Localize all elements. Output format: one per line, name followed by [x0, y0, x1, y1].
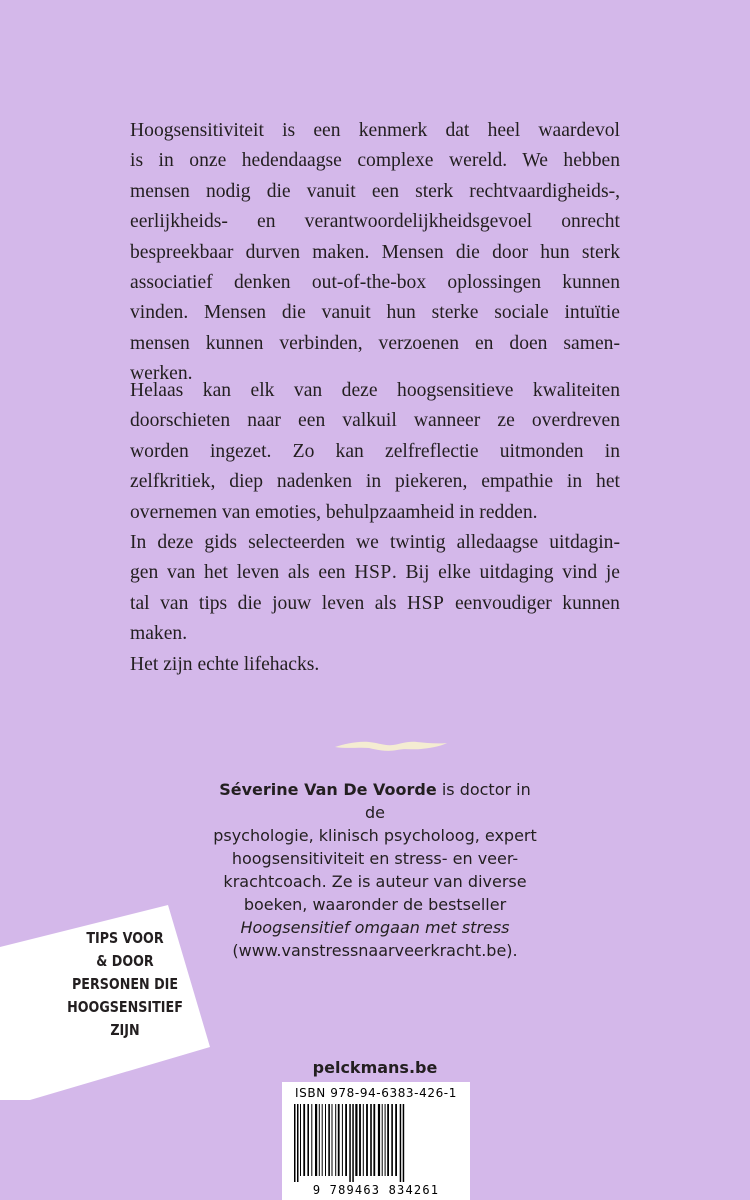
- barcode-bar: [342, 1104, 343, 1176]
- author-name: Séverine Van De Voorde: [219, 780, 437, 799]
- hsp-abbreviation: HSP: [407, 592, 445, 614]
- author-bio: [210, 778, 540, 962]
- barcode-bar: [385, 1104, 386, 1176]
- bio-line: [210, 778, 540, 824]
- blurb-line: In deze gids selecteerden we twintig alledaagse uitdagin-: [130, 532, 620, 554]
- barcode-bar: [300, 1104, 301, 1176]
- barcode-bar: [373, 1104, 375, 1176]
- blurb-text: tal van tips die jouw leven als: [130, 592, 397, 614]
- barcode-bar: [319, 1104, 320, 1176]
- blurb-line: bespreekbaar durven maken. Mensen die door hun sterk: [130, 241, 620, 263]
- blurb-line: Hoogsensitiviteit is een kenmerk dat heel waardevol: [130, 120, 620, 141]
- blurb-line: [130, 558, 620, 588]
- blurb-text: . Bij elke uitdaging vind je: [391, 562, 620, 584]
- barcode-bar: [349, 1104, 351, 1182]
- barcode-bar: [352, 1104, 354, 1182]
- barcode-bar: [359, 1104, 361, 1176]
- blurb-line: Helaas kan elk van deze hoogsensitieve kwaliteiten: [130, 380, 620, 401]
- blurb-text: gen van het leven als een: [130, 562, 346, 584]
- blurb-line: eerlijkheids- en verantwoordelijkheidsgevoel onrecht: [130, 211, 620, 233]
- bio-line: krachtcoach. Ze is auteur van diverse: [223, 872, 527, 891]
- badge-text: [64, 927, 187, 1042]
- author-website: (www.vanstressnaarveerkracht.be).: [232, 941, 518, 960]
- barcode-bars: [290, 1104, 462, 1182]
- barcode-bar: [315, 1104, 317, 1176]
- barcode-bar: [378, 1104, 380, 1176]
- badge-line: PERSONEN DIE: [71, 975, 179, 993]
- blurb-paragraph-1: [130, 116, 620, 390]
- barcode-bar: [370, 1104, 372, 1176]
- blurb-line: werken.: [130, 363, 193, 385]
- blurb-line: is in onze hedendaagse complexe wereld. We hebben: [130, 150, 620, 172]
- bio-line: [210, 916, 540, 939]
- barcode-digits: 9 789463 834261: [312, 1183, 440, 1197]
- blurb-line: associatief denken out-of-the-box oplossingen kunnen: [130, 272, 620, 294]
- barcode-bar: [382, 1104, 383, 1176]
- barcode-bar: [391, 1104, 393, 1176]
- blurb-line: overnemen van emoties, behulpzaamheid in redden.: [130, 501, 538, 523]
- publisher-url: pelckmans.be: [312, 1058, 438, 1077]
- barcode-bar: [303, 1104, 305, 1176]
- barcode-bar: [338, 1104, 340, 1176]
- barcode-bar: [366, 1104, 368, 1176]
- bio-line: psychologie, klinisch psycholoog, expert: [213, 826, 537, 845]
- blurb-line: zelfkritiek, diep nadenken in piekeren, empathie in het: [130, 471, 620, 493]
- barcode-bar: [325, 1104, 326, 1176]
- barcode-bar: [307, 1104, 309, 1176]
- blurb-line: maken.: [130, 623, 188, 645]
- blurb-text: eenvoudiger kunnen: [444, 592, 620, 614]
- barcode-bar: [363, 1104, 364, 1176]
- blurb-line: Het zijn echte lifehacks.: [130, 653, 320, 675]
- barcode-bar: [395, 1104, 397, 1176]
- barcode-bar: [403, 1104, 405, 1182]
- barcode-bar: [335, 1104, 336, 1176]
- barcode-bar: [328, 1104, 330, 1176]
- barcode-bar: [322, 1104, 323, 1176]
- badge-line: ZIJN: [110, 1021, 140, 1039]
- blurb-line: worden ingezet. Zo kan zelfreflectie uitmonden in: [130, 440, 620, 462]
- blurb-line: doorschieten naar een valkuil wanneer ze overdreven: [130, 410, 620, 432]
- badge-line: TIPS VOOR: [86, 929, 164, 947]
- barcode-bar: [297, 1104, 299, 1182]
- brushstroke-ornament: [335, 738, 447, 754]
- isbn-barcode: [282, 1082, 470, 1200]
- barcode-bar: [345, 1104, 347, 1176]
- barcode-bar: [294, 1104, 296, 1182]
- badge-line: & DOOR: [96, 952, 154, 970]
- blurb-paragraph-2: [130, 376, 620, 680]
- barcode-bar: [332, 1104, 333, 1176]
- isbn-label: ISBN 978-94-6383-426-1: [295, 1086, 457, 1100]
- bio-line: boeken, waaronder de bestseller: [243, 895, 507, 914]
- bio-text: is doctor in de: [365, 780, 531, 822]
- barcode-bar: [311, 1104, 312, 1176]
- blurb-line: mensen kunnen verbinden, verzoenen en doen samen-: [130, 332, 620, 354]
- book-title: Hoogsensitief omgaan met stress: [240, 918, 510, 937]
- barcode-bar: [355, 1104, 357, 1176]
- hsp-abbreviation: HSP: [354, 562, 392, 584]
- barcode-bar: [387, 1104, 389, 1176]
- blurb-line: vinden. Mensen die vanuit hun sterke sociale intuïtie: [130, 302, 620, 324]
- badge-line: HOOGSENSITIEF: [67, 998, 183, 1016]
- barcode-bar: [400, 1104, 402, 1182]
- blurb-line: mensen nodig die vanuit een sterk rechtvaardigheids-,: [130, 180, 620, 202]
- blurb-line: [130, 589, 620, 619]
- bio-line: hoogsensitiviteit en stress- en veer-: [231, 849, 519, 868]
